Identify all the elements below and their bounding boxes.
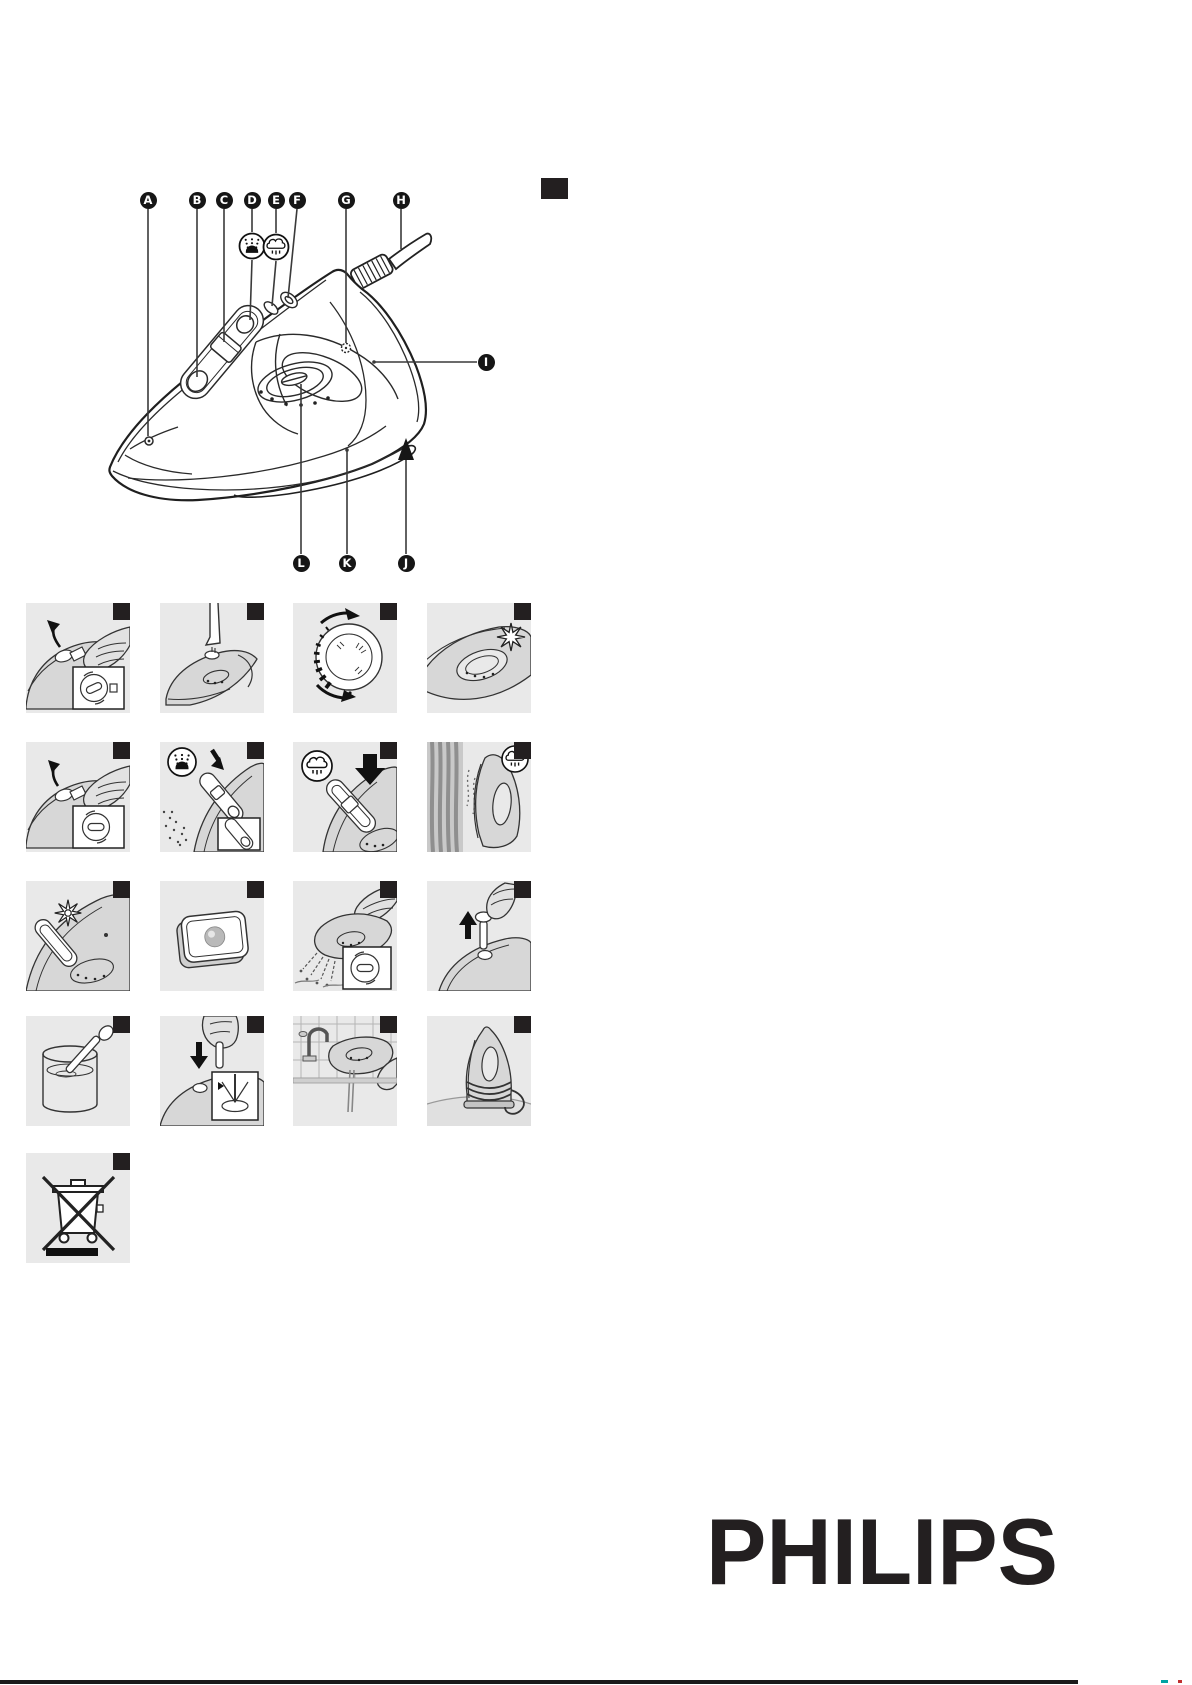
callout-J: J <box>398 555 415 572</box>
callout-A: A <box>140 192 157 209</box>
weee-bar <box>46 1248 98 1256</box>
step-marker <box>113 881 130 898</box>
filling-hole <box>205 651 219 659</box>
thumb-set-temperature-dial <box>293 603 397 713</box>
thumb-rinse-under-tap <box>293 1016 397 1126</box>
callout-H: H <box>393 192 410 209</box>
step-marker <box>380 1016 397 1033</box>
thumb-open-filling-cap <box>26 603 130 713</box>
mains-cord <box>349 234 431 291</box>
cap-inset <box>73 667 124 709</box>
print-mark-cyan <box>1161 1680 1168 1683</box>
cap-inset <box>73 806 124 848</box>
thumb-weee-disposal <box>26 1153 130 1263</box>
step-marker <box>514 603 531 620</box>
callout-K: K <box>339 555 356 572</box>
step-marker <box>113 1153 130 1170</box>
step-marker <box>247 603 264 620</box>
push-down-arrow <box>190 1042 208 1069</box>
philips-logo-text: PHILIPS <box>706 1514 1058 1598</box>
step-marker <box>380 603 397 620</box>
thumb-spray-function <box>160 742 264 852</box>
thumb-fill-water-tank <box>160 603 264 713</box>
anti-calc-valve <box>65 1023 116 1074</box>
glass <box>43 1046 97 1112</box>
callout-D: D <box>244 192 261 209</box>
thumb-calc-clean <box>293 881 397 991</box>
step-marker <box>247 1016 264 1033</box>
thumb-reinsert-valve <box>160 1016 264 1126</box>
water-stream <box>348 1070 354 1112</box>
thumb-remove-anti-calc-valve <box>427 881 531 991</box>
thumb-cord-storage <box>427 1016 531 1126</box>
thumb-auto-off-light <box>26 881 130 991</box>
callout-F: F <box>289 192 306 209</box>
callout-B: B <box>189 192 206 209</box>
step-marker <box>514 742 531 759</box>
thumb-temperature-light-on <box>427 603 531 713</box>
thumb-soft-pad <box>160 881 264 991</box>
callout-L: L <box>293 555 310 572</box>
water-jug <box>206 603 220 653</box>
steam-icon <box>264 235 289 260</box>
light-star <box>497 623 525 651</box>
spray-nozzle <box>145 437 153 445</box>
step-marker <box>380 881 397 898</box>
parts-diagram <box>80 160 600 590</box>
callout-G: G <box>338 192 355 209</box>
step-marker <box>113 603 130 620</box>
footer-rule <box>0 1680 1078 1684</box>
pull-up-arrow <box>459 911 477 939</box>
step-marker <box>113 742 130 759</box>
anti-calc-valve <box>216 1042 223 1068</box>
button-inset <box>218 816 260 851</box>
step-marker <box>380 742 397 759</box>
iron-body <box>109 270 426 500</box>
spray-icon <box>168 748 196 776</box>
step-marker <box>113 1016 130 1033</box>
cap-inset <box>343 947 391 989</box>
step-marker <box>247 742 264 759</box>
hand <box>487 883 517 919</box>
callout-I: I <box>478 354 495 371</box>
callout-E: E <box>268 192 285 209</box>
steam-icon <box>302 751 332 781</box>
valve-seat-inset <box>212 1072 258 1120</box>
spray-droplets <box>163 811 187 846</box>
callout-C: C <box>216 192 233 209</box>
thumb-vertical-steam <box>427 742 531 852</box>
temperature-light <box>342 344 351 353</box>
water <box>295 980 347 987</box>
spray-icon <box>240 234 265 259</box>
tap <box>309 1029 327 1056</box>
step-marker <box>514 881 531 898</box>
print-mark-red <box>1178 1680 1182 1683</box>
philips-logo <box>706 1514 1062 1598</box>
thumb-steam-control <box>293 742 397 852</box>
thumb-soak-valve-in-vinegar <box>26 1016 130 1126</box>
rotate-arrow-up <box>321 613 349 623</box>
step-marker <box>514 1016 531 1033</box>
page-marker-square <box>541 178 568 199</box>
step-marker <box>247 881 264 898</box>
thumb-open-filling-cap-again <box>26 742 130 852</box>
